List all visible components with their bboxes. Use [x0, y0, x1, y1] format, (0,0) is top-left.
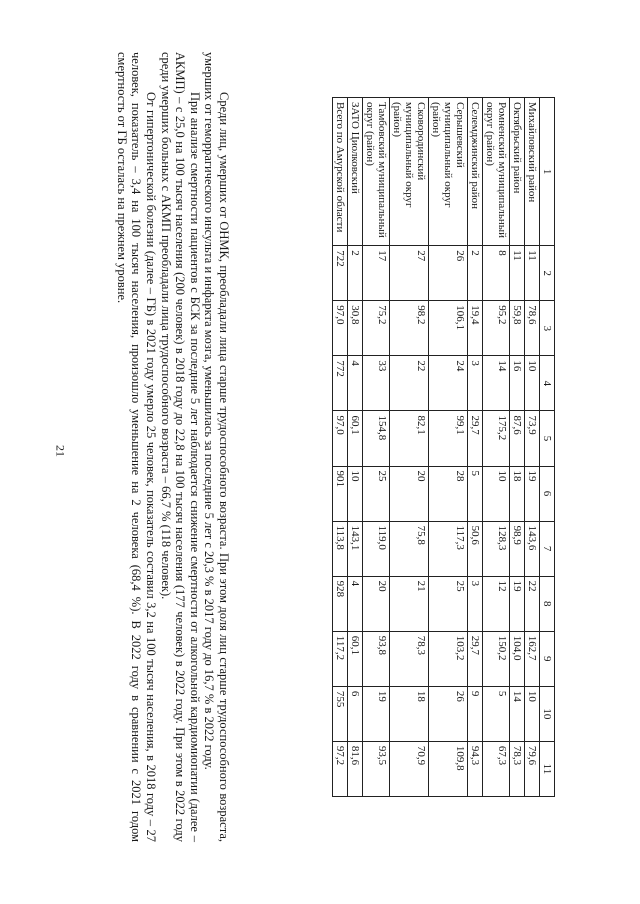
value-cell: 67,3 [483, 741, 510, 796]
value-cell: 10 [348, 466, 363, 521]
value-cell: 103,2 [429, 631, 468, 686]
value-cell: 97,2 [333, 741, 348, 796]
value-cell: 28 [429, 466, 468, 521]
value-cell: 21 [390, 576, 429, 631]
value-cell: 19 [525, 466, 540, 521]
header-row [540, 98, 555, 797]
value-cell: 59,8 [510, 301, 525, 356]
region-cell: Селемджинский район [468, 98, 483, 246]
value-cell: 25 [429, 576, 468, 631]
value-cell: 30,8 [348, 301, 363, 356]
value-cell: 93,8 [363, 631, 390, 686]
report-text [114, 52, 231, 842]
value-cell: 97,0 [333, 301, 348, 356]
table-row [363, 98, 390, 797]
column-header: 6 [540, 466, 555, 521]
value-cell: 81,6 [348, 741, 363, 796]
value-cell: 17 [363, 246, 390, 301]
table-body [333, 98, 540, 797]
value-cell: 5 [468, 466, 483, 521]
value-cell: 150,2 [483, 631, 510, 686]
value-cell: 755 [333, 686, 348, 741]
value-cell: 10 [483, 466, 510, 521]
value-cell: 9 [468, 686, 483, 741]
value-cell: 98,9 [510, 521, 525, 576]
value-cell: 82,1 [390, 411, 429, 466]
table-row [390, 98, 429, 797]
value-cell: 2 [348, 246, 363, 301]
table-header [540, 98, 555, 797]
column-header: 9 [540, 631, 555, 686]
value-cell: 97,0 [333, 411, 348, 466]
value-cell: 75,2 [363, 301, 390, 356]
column-header: 8 [540, 576, 555, 631]
value-cell: 162,7 [525, 631, 540, 686]
value-cell: 19 [363, 686, 390, 741]
value-cell: 24 [429, 356, 468, 411]
value-cell: 12 [483, 576, 510, 631]
value-cell: 79,6 [525, 741, 540, 796]
value-cell: 22 [525, 576, 540, 631]
value-cell: 29,7 [468, 411, 483, 466]
column-header: 7 [540, 521, 555, 576]
value-cell: 73,9 [525, 411, 540, 466]
column-header: 5 [540, 411, 555, 466]
value-cell: 11 [510, 246, 525, 301]
rotated-page-content [85, 52, 555, 852]
value-cell: 78,3 [390, 631, 429, 686]
value-cell: 2 [468, 246, 483, 301]
region-cell: Всего по Амурской области [333, 98, 348, 246]
value-cell: 117,3 [429, 521, 468, 576]
region-cell: Сковородинский муниципальный округ (район) [390, 98, 429, 246]
column-header: 11 [540, 741, 555, 796]
value-cell: 78,6 [525, 301, 540, 356]
value-cell: 18 [510, 466, 525, 521]
page-number: 21 [53, 445, 68, 457]
region-cell: Михайловский район [525, 98, 540, 246]
region-cell: ЗАТО Циолковский [348, 98, 363, 246]
column-header: 10 [540, 686, 555, 741]
paragraph-akmp: При анализе смертности пациентов с БСК за последние 5 лет наблюдается снижение смертности от алкогольной кардиомиопатии (далее – АКМП) – с 25,0 на 100 тысяч населения (200 человек) в 2018 году до 22,8 на 100 тысяч населения (177 человек) в 2022 году. При этом в 2022 году среди умерших больных с АКМП преобладали лица трудоспособного возраста – 66,7 % (118 человек). [158, 52, 202, 842]
table-row [483, 98, 510, 797]
table-row [333, 98, 348, 797]
value-cell: 10 [525, 356, 540, 411]
value-cell: 4 [348, 356, 363, 411]
table-row [429, 98, 468, 797]
value-cell: 104,0 [510, 631, 525, 686]
value-cell: 143,1 [348, 521, 363, 576]
value-cell: 22 [390, 356, 429, 411]
table-row [348, 98, 363, 797]
value-cell: 109,8 [429, 741, 468, 796]
value-cell: 87,6 [510, 411, 525, 466]
value-cell: 14 [483, 356, 510, 411]
value-cell: 14 [510, 686, 525, 741]
value-cell: 901 [333, 466, 348, 521]
value-cell: 19 [510, 576, 525, 631]
region-cell: Серышевский муниципальный округ (район) [429, 98, 468, 246]
value-cell: 20 [390, 466, 429, 521]
value-cell: 4 [348, 576, 363, 631]
value-cell: 20 [363, 576, 390, 631]
value-cell: 8 [483, 246, 510, 301]
value-cell: 95,2 [483, 301, 510, 356]
value-cell: 119,0 [363, 521, 390, 576]
value-cell: 19,4 [468, 301, 483, 356]
value-cell: 27 [390, 246, 429, 301]
mortality-table [332, 97, 555, 797]
region-cell: Ромненский муниципальный округ (район) [483, 98, 510, 246]
value-cell: 98,2 [390, 301, 429, 356]
value-cell: 18 [390, 686, 429, 741]
value-cell: 60,1 [348, 411, 363, 466]
value-cell: 70,9 [390, 741, 429, 796]
value-cell: 60,1 [348, 631, 363, 686]
value-cell: 10 [525, 686, 540, 741]
value-cell: 113,8 [333, 521, 348, 576]
value-cell: 5 [483, 686, 510, 741]
value-cell: 78,3 [510, 741, 525, 796]
value-cell: 29,7 [468, 631, 483, 686]
value-cell: 928 [333, 576, 348, 631]
paragraph-gb: От гипертонической болезни (далее – ГБ) в 2021 году умерло 25 человек, показатель составил 3,2 на 100 тысяч населения, в 2018 году – 27 человек, показатель – 3,4 на 100 тысяч населения, произошло уменьшение на 2 человека (68,4 %). В 2022 году в сравнении с 2021 годом смертность от ГБ осталась на прежнем уровне. [114, 52, 159, 842]
value-cell: 16 [510, 356, 525, 411]
value-cell: 154,8 [363, 411, 390, 466]
column-header: 3 [540, 301, 555, 356]
value-cell: 175,2 [483, 411, 510, 466]
value-cell: 99,1 [429, 411, 468, 466]
value-cell: 3 [468, 576, 483, 631]
value-cell: 106,1 [429, 301, 468, 356]
value-cell: 6 [348, 686, 363, 741]
paragraph-onmk: Среди лиц, умерших от ОНМК, преобладали лица старше трудоспособного возраста. При этом доля лиц старше трудоспособного возраста, умерших от геморрагического инсульта и инфаркта мозга, уменьшилась за последние 5 лет с 20,3 % в 2017 году до 16,7 % в 2022 году. [202, 52, 231, 842]
column-header: 1 [540, 98, 555, 246]
value-cell: 50,6 [468, 521, 483, 576]
value-cell: 75,8 [390, 521, 429, 576]
value-cell: 33 [363, 356, 390, 411]
value-cell: 94,3 [468, 741, 483, 796]
table-row [510, 98, 525, 797]
value-cell: 128,3 [483, 521, 510, 576]
value-cell: 26 [429, 246, 468, 301]
column-header: 4 [540, 356, 555, 411]
value-cell: 117,2 [333, 631, 348, 686]
region-cell: Октябрьский район [510, 98, 525, 246]
value-cell: 25 [363, 466, 390, 521]
value-cell: 93,5 [363, 741, 390, 796]
value-cell: 772 [333, 356, 348, 411]
value-cell: 143,6 [525, 521, 540, 576]
column-header: 2 [540, 246, 555, 301]
value-cell: 722 [333, 246, 348, 301]
table-row [525, 98, 540, 797]
table-row [468, 98, 483, 797]
value-cell: 26 [429, 686, 468, 741]
value-cell: 11 [525, 246, 540, 301]
value-cell: 3 [468, 356, 483, 411]
region-cell: Тамбовский муниципальный округ (район) [363, 98, 390, 246]
